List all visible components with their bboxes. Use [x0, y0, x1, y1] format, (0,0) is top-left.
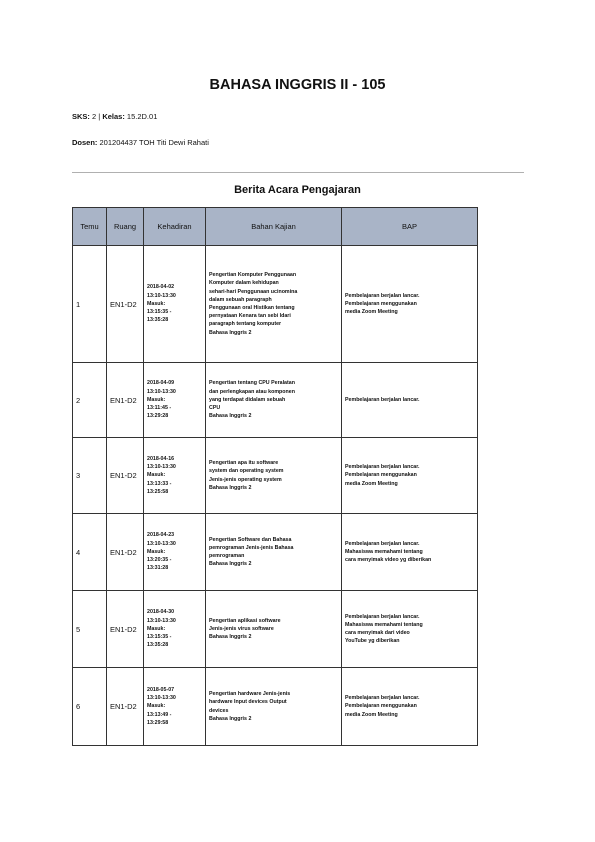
kajian-line: Jenis-jenis virus software	[209, 625, 274, 632]
kajian-line: Jenis-jenis operating system	[209, 476, 282, 483]
kehadiran-line: Masuk:	[147, 703, 166, 710]
cell-bahan-kajian	[206, 246, 342, 363]
cell-bahan-kajian	[206, 591, 342, 668]
kajian-line: Pengertian apa itu software	[209, 460, 279, 467]
kehadiran-line: 2018-04-02	[147, 284, 175, 291]
kehadiran-line: 13:15:35 -	[147, 309, 172, 316]
bap-line: Pembelajaran berjalan lancar.	[345, 464, 420, 471]
cell-ruang: EN1-D2	[107, 246, 144, 363]
header-kehadiran: Kehadiran	[144, 208, 206, 246]
cell-ruang: EN1-D2	[107, 438, 144, 514]
kehadiran-line: 2018-04-09	[147, 380, 175, 387]
kajian-line: Pengertian Komputer Penggunaan	[209, 272, 297, 279]
kajian-line: Bahasa Inggris 2	[209, 484, 252, 491]
cell-bahan-kajian	[206, 438, 342, 514]
cell-bap	[342, 591, 478, 668]
cell-ruang: EN1-D2	[107, 514, 144, 591]
kehadiran-line: 13:29:28	[147, 413, 169, 420]
sks-value: 2 |	[92, 112, 103, 121]
kajian-line: Pengertian hardware Jenis-jenis	[209, 691, 291, 698]
cell-ruang: EN1-D2	[107, 668, 144, 746]
cell-temu: 2	[73, 363, 107, 438]
bap-line: media Zoom Meeting	[345, 309, 398, 316]
cell-temu: 6	[73, 668, 107, 746]
kajian-line: pernyataan Kenara tan sebi Idari	[209, 313, 291, 320]
kehadiran-line: Masuk:	[147, 396, 166, 403]
bap-line: Pembelajaran menggunakan	[345, 703, 417, 710]
bap-line: Pembelajaran berjalan lancar.	[345, 292, 420, 299]
cell-bap	[342, 514, 478, 591]
kehadiran-line: 13:13:33 -	[147, 480, 172, 487]
kehadiran-line: 2018-04-16	[147, 455, 175, 462]
kehadiran-line: Masuk:	[147, 300, 166, 307]
kajian-line: dan perlengkapan atau komponen	[209, 388, 295, 395]
lecturer-meta	[72, 138, 209, 147]
kajian-line: Bahasa Inggris 2	[209, 413, 252, 420]
bap-line: media Zoom Meeting	[345, 711, 398, 718]
cell-bahan-kajian	[206, 514, 342, 591]
kehadiran-line: 13:31:28	[147, 565, 169, 572]
cell-kehadiran	[144, 363, 206, 438]
section-title: Berita Acara Pengajaran	[234, 184, 361, 196]
kehadiran-line: 13:35:28	[147, 317, 169, 324]
kehadiran-line: 13:11:45 -	[147, 405, 172, 412]
cell-kehadiran	[144, 668, 206, 746]
bap-line: Pembelajaran menggunakan	[345, 300, 417, 307]
kajian-line: pemrograman	[209, 553, 245, 559]
bap-line: media Zoom Meeting	[345, 480, 398, 487]
kehadiran-line: 13:13:49 -	[147, 711, 172, 718]
bap-line: cara menyimak dari video	[345, 630, 410, 636]
cell-bahan-kajian	[206, 363, 342, 438]
kehadiran-line: 13:10-13:30	[147, 464, 176, 471]
kehadiran-line: 2018-04-23	[147, 532, 175, 539]
cell-kehadiran	[144, 438, 206, 514]
cell-bap	[342, 668, 478, 746]
sks-label: SKS:	[72, 112, 90, 121]
kehadiran-line: 13:10-13:30	[147, 292, 176, 299]
kehadiran-line: Masuk:	[147, 625, 166, 632]
bap-table	[72, 207, 478, 746]
cell-kehadiran	[144, 246, 206, 363]
kajian-line: Bahasa Inggris 2	[209, 715, 252, 722]
table-row	[73, 363, 478, 438]
kehadiran-line: 13:15:35 -	[147, 634, 172, 641]
kajian-line: pemrograman Jenis-jenis Bahasa	[209, 544, 294, 551]
bap-line: Pembelajaran berjalan lancar.	[345, 613, 420, 620]
kajian-line: Bahasa Inggris 2	[209, 561, 252, 568]
cell-ruang: EN1-D2	[107, 591, 144, 668]
kehadiran-line: 13:29:58	[147, 719, 169, 726]
kehadiran-line: Masuk:	[147, 472, 166, 479]
kajian-line: devices	[209, 707, 229, 714]
bap-line: Pembelajaran berjalan lancar.	[345, 695, 420, 702]
course-meta	[72, 112, 157, 121]
kehadiran-line: 13:10-13:30	[147, 617, 176, 624]
kajian-line: paragraph tentang komputer	[209, 321, 282, 328]
kelas-value: 15.2D.01	[126, 112, 158, 121]
kehadiran-line: 13:10-13:30	[147, 388, 176, 395]
table-row	[73, 438, 478, 514]
kehadiran-line: 13:25:58	[147, 488, 169, 495]
kehadiran-line: 13:20:35 -	[147, 557, 172, 564]
cell-ruang: EN1-D2	[107, 363, 144, 438]
kehadiran-line: 13:35:28	[147, 642, 169, 649]
cell-bap	[342, 363, 478, 438]
kehadiran-line: Masuk:	[147, 548, 166, 555]
kajian-line: Komputer dalam kehidupan	[209, 280, 279, 287]
cell-bahan-kajian	[206, 668, 342, 746]
kajian-line: dalam sebuah paragraph	[209, 296, 272, 303]
bap-line: YouTube yg diberikan	[345, 638, 400, 645]
kehadiran-line: 13:10-13:30	[147, 540, 176, 547]
cell-temu: 1	[73, 246, 107, 363]
kehadiran-line: 2018-05-07	[147, 686, 175, 693]
kajian-line: Penggunaan oral Histikan tentang	[209, 305, 295, 311]
kehadiran-line: 13:10-13:30	[147, 695, 176, 702]
bap-line: cara menyimak video yg diberikan	[345, 557, 432, 564]
table-row	[73, 246, 478, 363]
cell-kehadiran	[144, 514, 206, 591]
bap-line: Mahasiswa memahami tentang	[345, 621, 423, 628]
table-header-row	[73, 208, 478, 246]
table-row	[73, 591, 478, 668]
bap-line: Mahasiswa memahami tentang	[345, 548, 423, 555]
dosen-value: 201204437 TOH Titi Dewi Rahati	[99, 138, 209, 147]
header-bahan-kajian: Bahan Kajian	[206, 208, 342, 246]
bap-line: Pembelajaran berjalan lancar.	[345, 540, 420, 547]
dosen-label: Dosen:	[72, 138, 98, 147]
cell-bap	[342, 246, 478, 363]
header-bap: BAP	[342, 208, 478, 246]
table-row	[73, 668, 478, 746]
header-temu: Temu	[73, 208, 107, 246]
bap-line: Pembelajaran berjalan lancar.	[345, 396, 420, 403]
kajian-line: Pengertian tentang CPU Peralatan	[209, 380, 295, 387]
divider	[72, 172, 524, 173]
kajian-line: system dan operating system	[209, 468, 284, 475]
kajian-line: Bahasa Inggris 2	[209, 634, 252, 641]
kajian-line: Pengertian aplikasi software	[209, 617, 281, 624]
kajian-line: CPU	[209, 405, 221, 412]
bap-line: Pembelajaran menggunakan	[345, 472, 417, 479]
kajian-line: yang terdapat didalam sebuah	[209, 396, 286, 403]
cell-temu: 3	[73, 438, 107, 514]
kajian-line: sehari-hari Penggunaan ucinomina	[209, 288, 298, 295]
kelas-label: Kelas:	[102, 112, 125, 121]
kajian-line: hardware Input devices Output	[209, 699, 287, 706]
header-ruang: Ruang	[107, 208, 144, 246]
cell-temu: 5	[73, 591, 107, 668]
kehadiran-line: 2018-04-30	[147, 609, 175, 616]
cell-kehadiran	[144, 591, 206, 668]
kajian-line: Bahasa Inggris 2	[209, 329, 252, 336]
page-title: BAHASA INGGRIS II - 105	[209, 77, 386, 93]
cell-bap	[342, 438, 478, 514]
kajian-line: Pengertian Software dan Bahasa	[209, 536, 292, 543]
table-row	[73, 514, 478, 591]
cell-temu: 4	[73, 514, 107, 591]
